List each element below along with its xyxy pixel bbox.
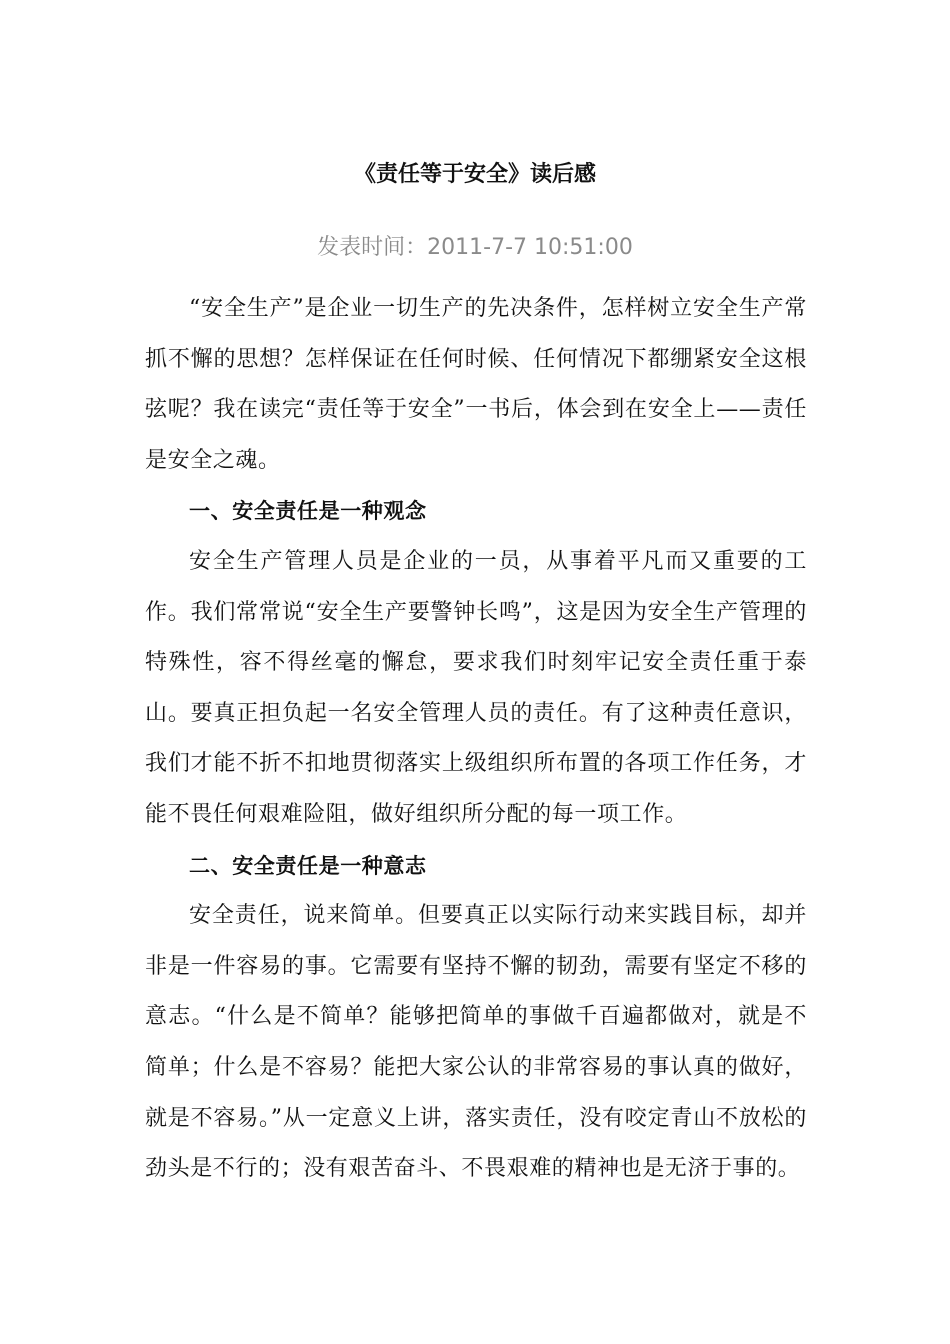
section-2-paragraph: 安全责任，说来简单。但要真正以实际行动来实践目标，却并非是一件容易的事。它需要有坚持不懈的韧劲，需要有坚定不移的意志。“什么是不简单？能够把简单的事做千百遍都做对，就是不简单；什么是不容易？能把大家公认的非常容易的事认真的做好，就是不容易。”从一定意义上讲，落实责任，没有咬定青山不放松的劲头是不行的；没有艰苦奋斗、不畏艰难的精神也是无济于事的。 xyxy=(145,903,807,1182)
section-1-heading: 一、安全责任是一种观念 xyxy=(189,499,427,524)
section-2-heading: 二、安全责任是一种意志 xyxy=(189,853,427,878)
publish-time: 发表时间：2011-7-7 10:51:00 xyxy=(317,235,633,260)
intro-paragraph: “安全生产”是企业一切生产的先决条件，怎样树立安全生产常抓不懈的思想？怎样保证在任何时候、任何情况下都绷紧安全这根弦呢？我在读完“责任等于安全”一书后，体会到在安全上——责任是安全之魂。 xyxy=(145,296,807,473)
article-body xyxy=(145,284,807,1195)
page-title: 《责任等于安全》读后感 xyxy=(353,162,596,187)
section-1-paragraph: 安全生产管理人员是企业的一员，从事着平凡而又重要的工作。我们常常说“安全生产要警钟长鸣”，这是因为安全生产管理的特殊性，容不得丝毫的懈怠，要求我们时刻牢记安全责任重于泰山。要真正担负起一名安全管理人员的责任。有了这种责任意识，我们才能不折不扣地贯彻落实上级组织所布置的各项工作任务，才能不畏任何艰难险阻，做好组织所分配的每一项工作。 xyxy=(145,548,807,827)
